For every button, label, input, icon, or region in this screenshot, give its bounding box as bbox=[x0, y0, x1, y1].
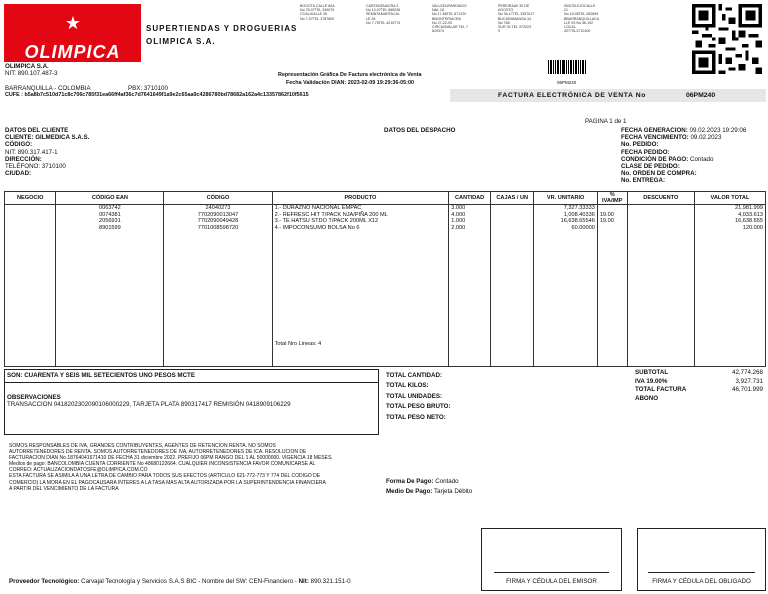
representation-line2: Fecha Validación DIAN: 2023-02-09 19:29:36-05:00 bbox=[286, 80, 414, 86]
table-bottom-rule bbox=[4, 366, 766, 367]
company-pbx: PBX: 3710100 bbox=[128, 85, 168, 92]
son-box bbox=[4, 369, 379, 435]
barcode bbox=[548, 60, 586, 80]
observations-label: OBSERVACIONES bbox=[7, 394, 61, 401]
invoice-title: FACTURA ELECTRÓNICA DE VENTA No bbox=[498, 92, 646, 99]
col-codigo: CÓDIGO bbox=[164, 192, 272, 205]
qr-code bbox=[692, 4, 762, 74]
payment-info: Forma De Pago: Contado Medio De Pago: Tarjeta Débito bbox=[386, 478, 473, 495]
col-total: VALOR TOTAL bbox=[694, 192, 765, 205]
signature-box-emisor bbox=[481, 528, 622, 591]
observations-text: TRANSACCION 0418202302090106000229, TARJETA PLATA 890317417 REMISIÓN 0418909106229 bbox=[7, 401, 291, 408]
dispatch-section: DATOS DEL DESPACHO bbox=[384, 127, 456, 134]
col-producto: PRODUCTO bbox=[272, 192, 449, 205]
col-cajas: CAJAS / UN bbox=[491, 192, 534, 205]
olimpica-logo: ★ OLIMPICA bbox=[4, 4, 141, 62]
col-iva: % IVA/IMP bbox=[597, 192, 627, 205]
branch-4: PEREIRAAV 30 DE AGOSTO No 36-17TEL 3357017 BUCARAMANGA 34 No 768 SUR 34 TEL 372023 9 bbox=[498, 4, 535, 34]
table-row: 2056931 7702090049428 3.- TE HATSU STDO T/PACK 200ML X12 1.000 16,638.65546 19.00 16,638.655 bbox=[5, 218, 766, 225]
branch-1: BOGOTA CALLE 80A No 78-07TEL 349070 CCALICALLE 39 No 7-07TEL 3787800 bbox=[300, 4, 335, 21]
signature-obligado-label: FIRMA Y CÉDULA DEL OBLIGADO bbox=[652, 578, 751, 585]
provider-info: Proveedor Tecnológico: Carvajal Tecnología y Servicios S.A.S BIC - Nombre del SW: CEN-Financiero - Nit: 890.321.151-0 bbox=[9, 578, 351, 585]
col-cantidad: CANTIDAD bbox=[449, 192, 491, 205]
table-header bbox=[5, 192, 766, 205]
son-text: SON: CUARENTA Y SEIS MIL SETECIENTOS UNO PESOS MCTE bbox=[7, 372, 195, 379]
star-icon: ★ bbox=[64, 13, 82, 33]
col-ean: CÓDIGO EAN bbox=[56, 192, 164, 205]
signature-emisor-label: FIRMA Y CÉDULA DEL EMISOR bbox=[506, 578, 597, 585]
table-row: 0063742 24040273 1.- DURAZNO NACIONAL EMPAC 3.000 7,327.33333 21,981.999 bbox=[5, 205, 766, 212]
items-table bbox=[4, 191, 766, 366]
col-negocio: NEGOCIO bbox=[5, 192, 56, 205]
totals-left: TOTAL CANTIDAD: TOTAL KILOS: TOTAL UNIDADES: TOTAL PESO BRUTO: TOTAL PESO NETO: bbox=[386, 372, 451, 421]
totals-right: SUBTOTAL 42,774.268 IVA 19.00% 3,927.731 TOTAL FACTURA 46,701.999 ABONO bbox=[635, 369, 763, 402]
table-filler bbox=[5, 231, 766, 366]
company-title-line1: SUPERTIENDAS Y DROGUERIAS bbox=[146, 24, 298, 33]
table-row: 8901599 7701008598720 4.- IMPOCONSUMO BOLSA No 6 2.000 60.00000 120.000 bbox=[5, 225, 766, 232]
order-info: FECHA GENERACION: 09.02.2023 19:29:06 FECHA VENCIMIENTO: 09.02.2023 No. PEDIDO: FECHA PEDIDO: CONDICIÓN DE PAGO: Contado CLASE DE PEDIDO: No. ORDEN DE COMPRA: No. ENTREGA: bbox=[621, 127, 747, 185]
branch-2: CARTAGENACRA 2 No 12-07TEL 665036 SEMNTAMARTACAL LE 28 No 7-75TEL 4215774 bbox=[366, 4, 401, 25]
representation-line1: Representación Gráfica De Factura electrónica de Venta bbox=[278, 72, 422, 78]
col-unitario: VR. UNITARIO bbox=[534, 192, 597, 205]
col-descuento: DESCUENTO bbox=[627, 192, 694, 205]
company-name: OLIMPICA S.A. bbox=[5, 63, 49, 70]
client-section: DATOS DEL CLIENTE CLIENTE: GILMEDICA S.A.S. CÓDIGO: NIT: 890.317.417-1 DIRECCIÓN: TELÉFONO: 3710100 CIUDAD: bbox=[5, 127, 90, 178]
signature-box-obligado bbox=[637, 528, 766, 591]
page-label: PAGINA 1 de 1 bbox=[585, 118, 627, 125]
invoice-title-bar bbox=[450, 89, 766, 102]
legal-text: SOMOS RESPONSABLES DE IVA, GRANDES CONTRIBUYENTES, AGENTES DE RETENCION RENTA. NO SOMOS AUTORRETENEDORES DE RENTA. SOMOS AUTORRETENEDORES DE IVA, AUTORRETENEDORES DE ICA. RESOLUCION DE FACTURACION DIAN No.18764041671410 DE FECHA 31 diciembre 2022. PREFIJO 06PM RANGO DEL 1 AL 50000000. VIGENCIA 18 MESES. Medios de pago: BANCOLOMBIA CUENTA CORRIENTE No 48680122664. CUALQUIER INCONSISTENCIA FAVOR COMUNICARSE AL CORREO: ACTUALIZACIONDATOSFE@OLIMPICA.COM.CO ESTA FACTURA SE ASIMILA A UNA LETRA DE CAMBIO PARA TODOS SUS EFECTOS (ARTICULO 621-772-773 Y 774 DEL CODIGO DE COMERCIO) LA MORA EN EL PAGOCAUSARA INTERES A LA TASA MAS ALTA AUTORIZADA POR LA SUPERINTENDENCIA FINANCIERA A PARTIR DEL VENCIMIENTO DE LA FACTURA bbox=[9, 443, 333, 492]
branch-3: VALLEDUPARDIAGO NAL 18 No 17-68TEL 871220 BMONTERIACRA No 27-22-93 CIRCUNVALAR TEL 7 819374 bbox=[432, 4, 468, 34]
invoice-number: 06PM240 bbox=[686, 92, 716, 99]
branch-5: SINCELEJOCALLE 21 No 19-05TEL 282899 BBARRANQUILLACA LLE 93 No 46-192 LOCAL 3077SL3710100 bbox=[564, 4, 600, 34]
company-city: BARRANQUILLA - COLOMBIA bbox=[5, 85, 91, 92]
table-row: 0074381 7702090013047 2.- REFRESC HIT T/PACK NJA/PIÑA 200 ML 4.000 1,008.40336 19.00 4,033.613 bbox=[5, 212, 766, 219]
cufe: CUFE : b5a8b7c510d71c8c706c785f31ea66ff4af36c7d7641649f1a9e2c65aa9c4286780bd78682a162a4c13357862f10f5615 bbox=[5, 92, 309, 98]
total-lines: Total Nro Lineas: 4 bbox=[272, 231, 449, 366]
barcode-text: 06PM240 bbox=[557, 80, 577, 85]
company-title-line2: OLIMPICA S.A. bbox=[146, 37, 216, 46]
company-nit: NIT: 890.107.487-3 bbox=[5, 70, 58, 77]
